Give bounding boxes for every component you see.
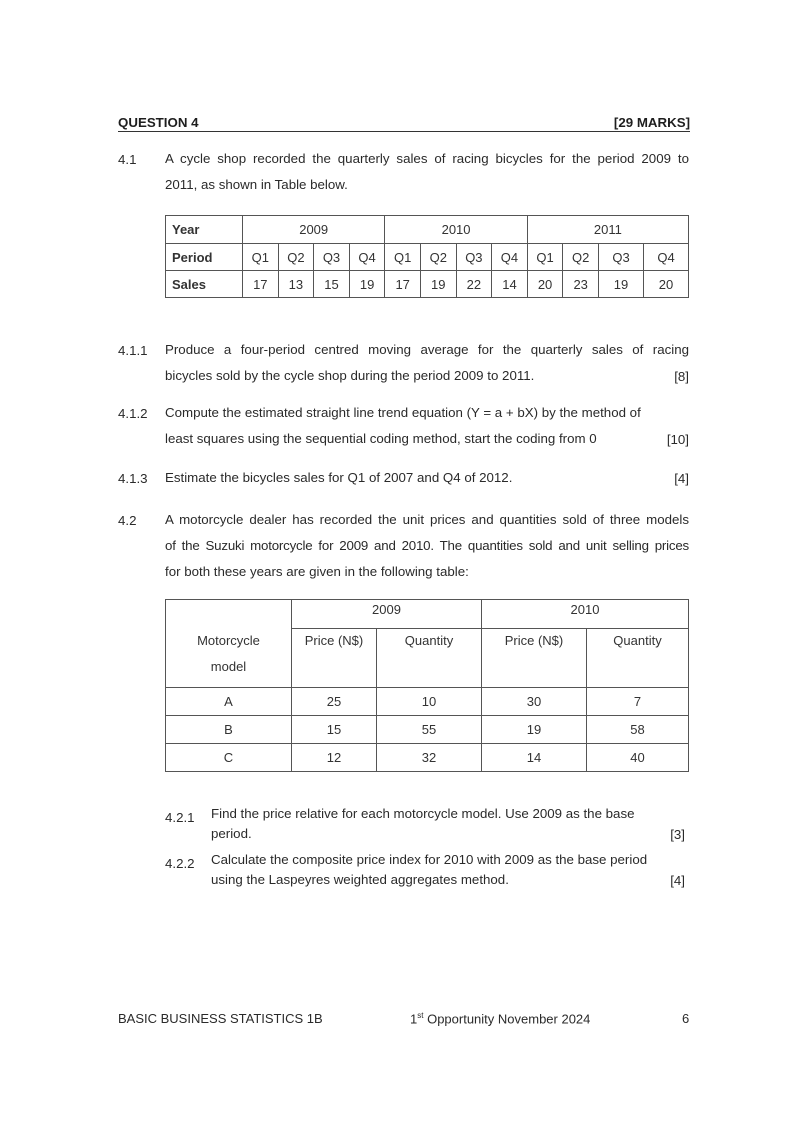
model-cell: C xyxy=(166,744,292,772)
sales-cell: 23 xyxy=(563,271,599,298)
question-4-2-line3: for both these years are given in the following table: xyxy=(165,564,469,579)
footer-opportunity-suffix: st xyxy=(417,1011,424,1020)
quantity-header-2010: Quantity xyxy=(587,629,689,688)
question-number-4-2-1: 4.2.1 xyxy=(165,810,195,825)
sales-cell: 20 xyxy=(527,271,563,298)
period-cell: Q1 xyxy=(385,244,421,271)
period-cell: Q1 xyxy=(243,244,279,271)
year-row xyxy=(166,216,689,244)
year-header-row xyxy=(166,600,689,629)
year-label: Year xyxy=(166,216,243,244)
question-number-4-2: 4.2 xyxy=(118,513,137,528)
quantity-2010-cell: 7 xyxy=(587,688,689,716)
quantity-2010-cell: 40 xyxy=(587,744,689,772)
model-cell: B xyxy=(166,716,292,744)
year-cell: 2011 xyxy=(527,216,688,244)
question-title: QUESTION 4 xyxy=(118,115,199,130)
sales-row xyxy=(166,271,689,298)
sales-cell: 17 xyxy=(243,271,279,298)
question-4-2-1-line2: period. xyxy=(211,826,252,841)
price-header-2010: Price (N$) xyxy=(482,629,587,688)
period-cell: Q4 xyxy=(644,244,689,271)
footer-opportunity-text: Opportunity November 2024 xyxy=(423,1011,591,1027)
period-cell: Q2 xyxy=(563,244,599,271)
sales-cell: 13 xyxy=(278,271,314,298)
marks-4-1-3: [4] xyxy=(674,471,689,486)
bicycle-sales-table xyxy=(165,215,689,298)
footer-course: BASIC BUSINESS STATISTICS 1B xyxy=(118,1011,323,1026)
period-cell: Q2 xyxy=(420,244,456,271)
year-cell: 2009 xyxy=(243,216,385,244)
question-4-2-2-line2: using the Laspeyres weighted aggregates method. xyxy=(211,872,509,887)
price-2009-cell: 15 xyxy=(292,716,377,744)
question-number-4-1-2: 4.1.2 xyxy=(118,406,148,421)
question-number-4-2-2: 4.2.2 xyxy=(165,856,195,871)
question-4-1-1-line1: Produce a four-period centred moving average for the quarterly sales of racing xyxy=(165,342,689,357)
model-header-line1: Motorcycle xyxy=(197,633,260,648)
footer-opportunity xyxy=(410,1011,590,1026)
sales-label: Sales xyxy=(166,271,243,298)
period-cell: Q3 xyxy=(599,244,644,271)
sales-cell: 17 xyxy=(385,271,421,298)
question-4-1-line2: 2011, as shown in Table below. xyxy=(165,177,348,192)
sales-cell: 19 xyxy=(599,271,644,298)
sales-cell: 19 xyxy=(420,271,456,298)
marks-4-2-2: [4] xyxy=(670,873,685,888)
sales-cell: 15 xyxy=(314,271,350,298)
question-4-1-1-line2: bicycles sold by the cycle shop during the period 2009 to 2011. xyxy=(165,368,535,383)
table-row xyxy=(166,688,689,716)
question-number-4-1-3: 4.1.3 xyxy=(118,471,148,486)
model-header-line2: model xyxy=(210,659,247,674)
motorcycle-price-table xyxy=(165,599,689,772)
model-cell: A xyxy=(166,688,292,716)
marks-4-2-1: [3] xyxy=(670,827,685,842)
question-4-1-2-line1: Compute the estimated straight line trend equation (Y = a + bX) by the method of xyxy=(165,405,641,420)
price-2010-cell: 19 xyxy=(482,716,587,744)
year-header-2010: 2010 xyxy=(482,600,689,629)
period-cell: Q4 xyxy=(349,244,385,271)
sales-cell: 19 xyxy=(349,271,385,298)
question-number-4-1-1: 4.1.1 xyxy=(118,343,148,358)
total-marks: [29 MARKS] xyxy=(613,115,690,130)
period-label: Period xyxy=(166,244,243,271)
page-number: 6 xyxy=(682,1011,690,1026)
sales-cell: 22 xyxy=(456,271,492,298)
question-4-1-3-line1: Estimate the bicycles sales for Q1 of 2007 and Q4 of 2012. xyxy=(165,470,513,485)
period-cell: Q3 xyxy=(314,244,350,271)
quantity-2010-cell: 58 xyxy=(587,716,689,744)
period-cell: Q3 xyxy=(456,244,492,271)
period-row xyxy=(166,244,689,271)
footer-opportunity-number: 1 xyxy=(410,1011,418,1027)
quantity-2009-cell: 55 xyxy=(377,716,482,744)
period-cell: Q4 xyxy=(492,244,528,271)
question-4-1-2-line2: least squares using the sequential coding method, start the coding from 0 xyxy=(165,431,597,446)
marks-4-1-2: [10] xyxy=(666,432,689,447)
price-2009-cell: 12 xyxy=(292,744,377,772)
question-4-2-2-line1: Calculate the composite price index for 2010 with 2009 as the base period xyxy=(211,852,648,867)
question-4-2-1-line1: Find the price relative for each motorcycle model. Use 2009 as the base xyxy=(211,806,635,821)
question-header xyxy=(118,115,690,132)
price-2010-cell: 14 xyxy=(482,744,587,772)
price-2010-cell: 30 xyxy=(482,688,587,716)
question-4-2-line2: of the Suzuki motorcycle for 2009 and 2010. The quantities sold and unit selling prices xyxy=(165,538,689,553)
quantity-2009-cell: 32 xyxy=(377,744,482,772)
sales-cell: 20 xyxy=(644,271,689,298)
quantity-2009-cell: 10 xyxy=(377,688,482,716)
question-4-1-line1: A cycle shop recorded the quarterly sales of racing bicycles for the period 2009 to xyxy=(165,151,689,166)
quantity-header-2009: Quantity xyxy=(377,629,482,688)
question-number-4-1: 4.1 xyxy=(118,152,137,167)
marks-4-1-1: [8] xyxy=(674,369,689,384)
year-header-2009: 2009 xyxy=(292,600,482,629)
table-row xyxy=(166,744,689,772)
question-4-2-line1: A motorcycle dealer has recorded the unit prices and quantities sold of three models xyxy=(165,512,689,527)
sales-cell: 14 xyxy=(492,271,528,298)
table-row xyxy=(166,716,689,744)
price-header-2009: Price (N$) xyxy=(292,629,377,688)
year-cell: 2010 xyxy=(385,216,527,244)
period-cell: Q1 xyxy=(527,244,563,271)
price-2009-cell: 25 xyxy=(292,688,377,716)
model-header xyxy=(166,600,292,688)
period-cell: Q2 xyxy=(278,244,314,271)
